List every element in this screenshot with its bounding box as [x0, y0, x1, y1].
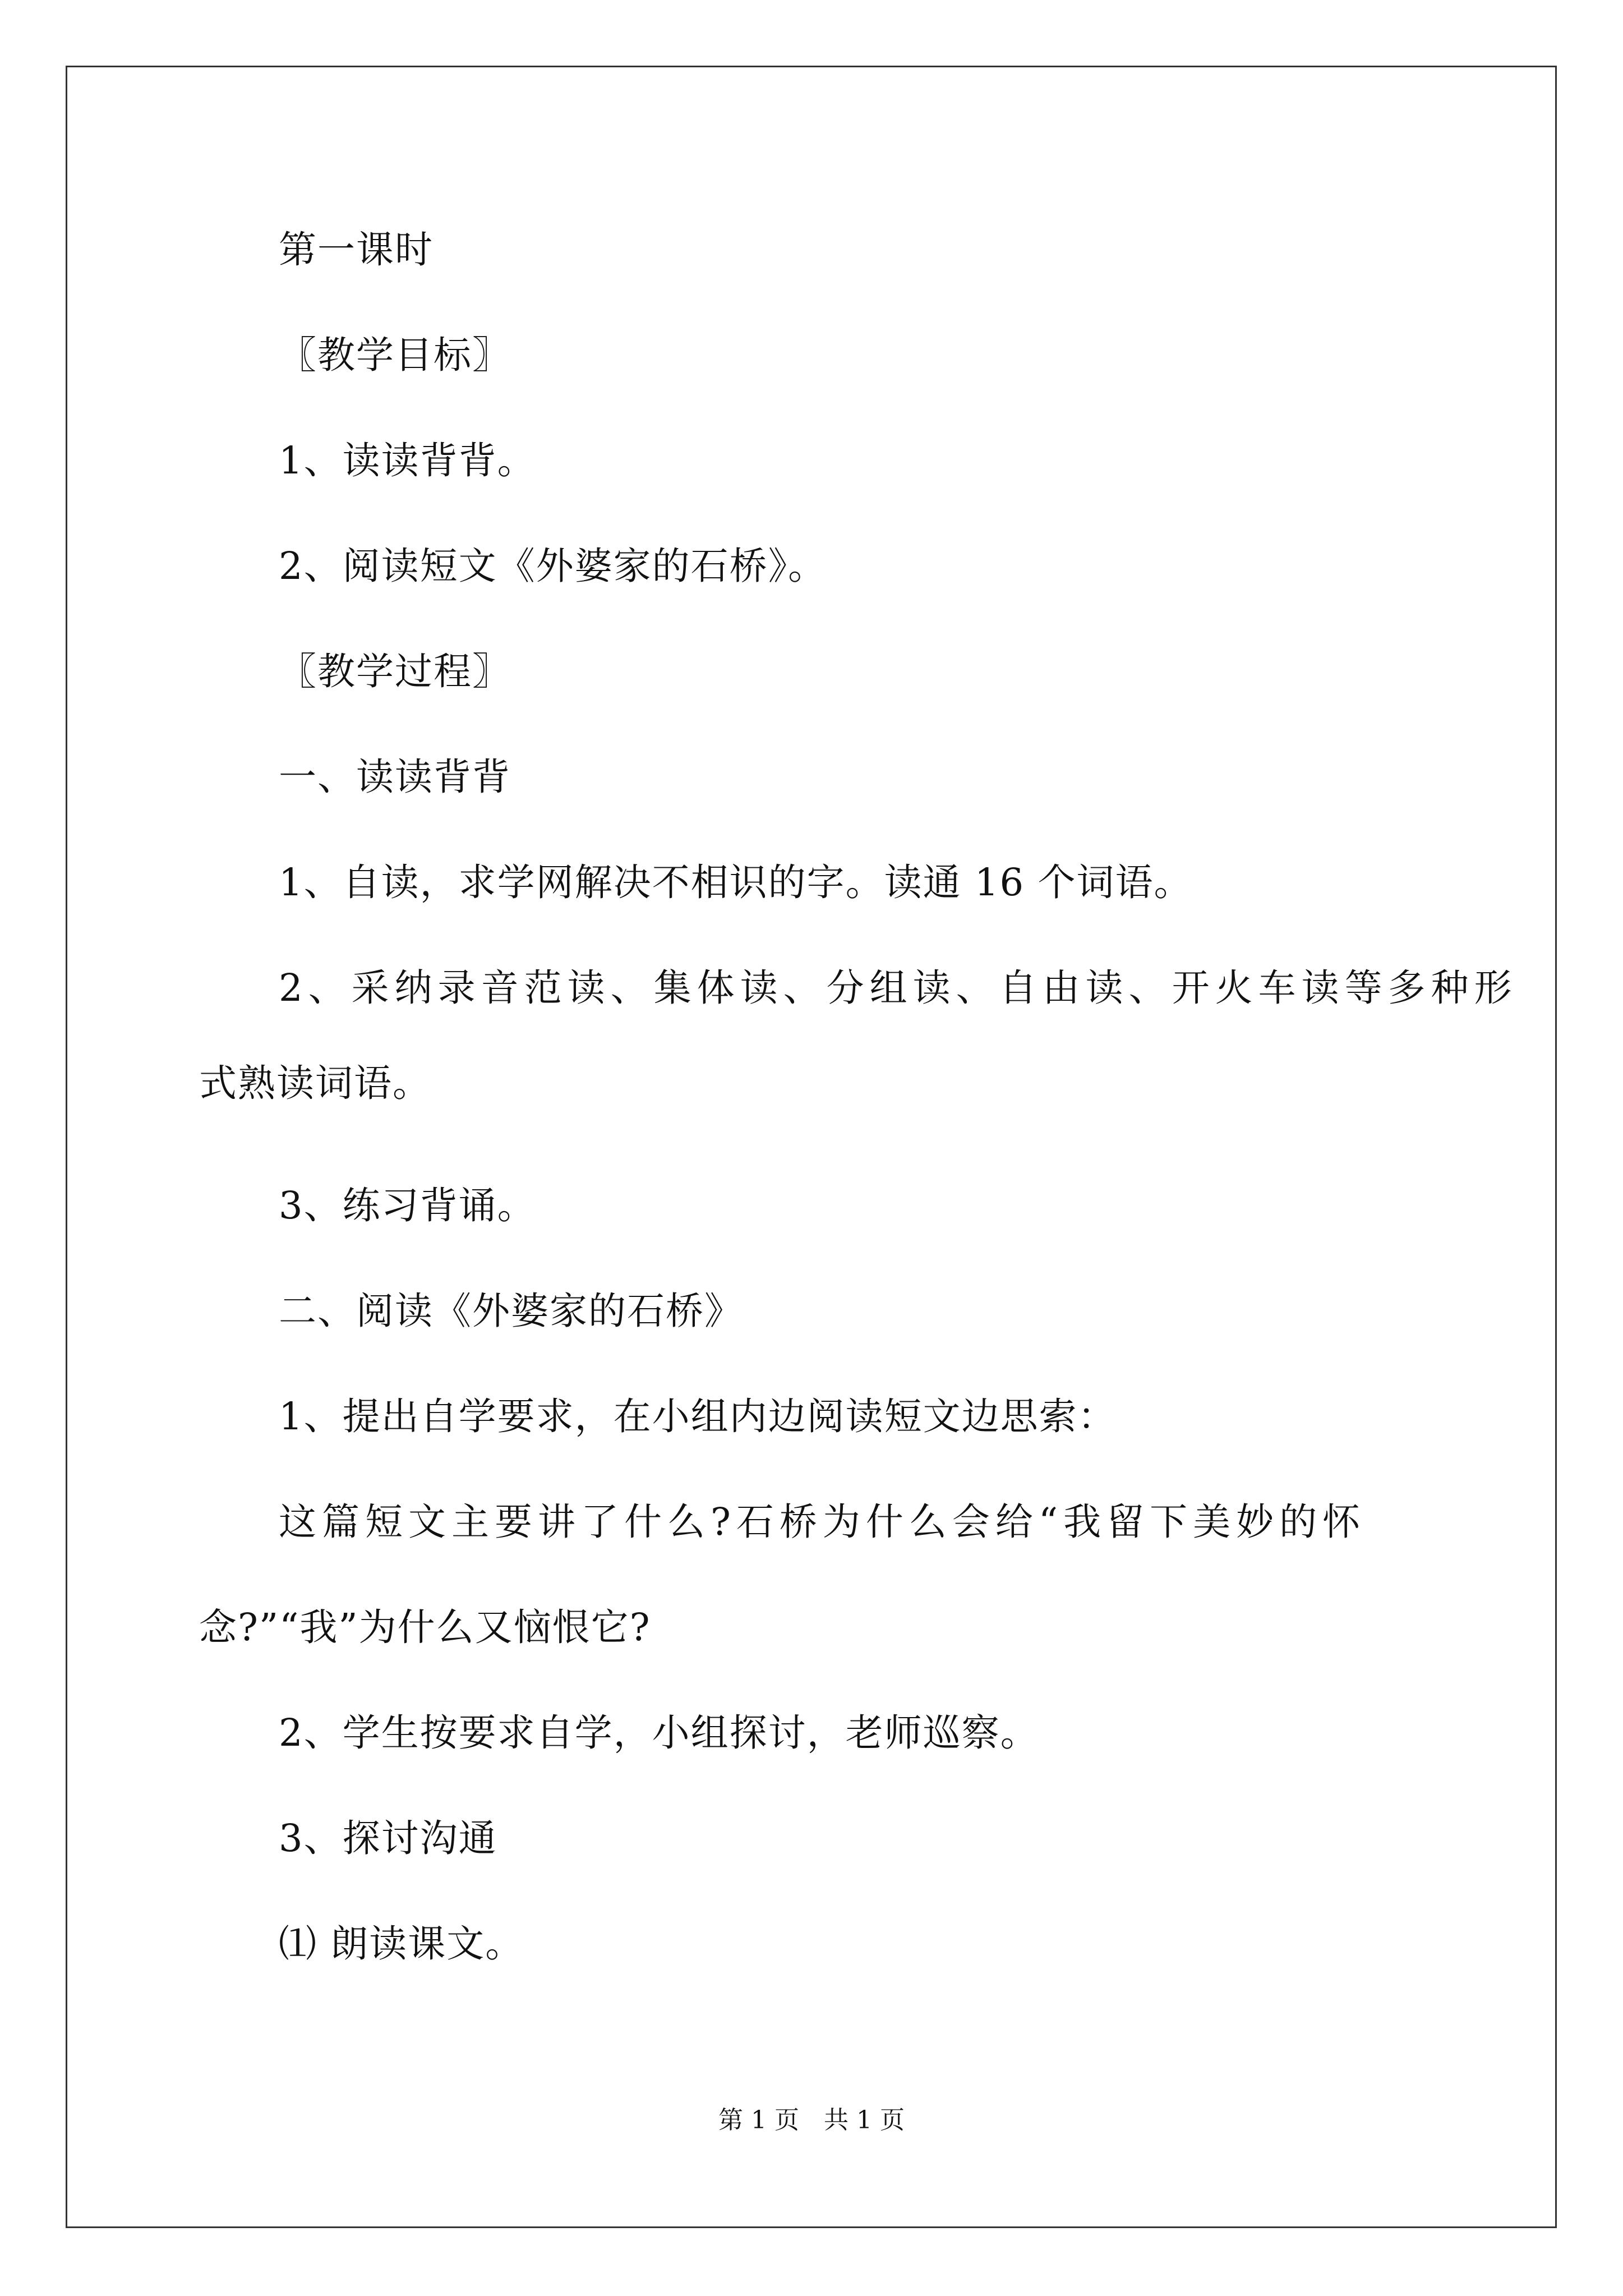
process-step-2-line-1: 2、采纳录音范读、集体读、分组读、自由读、开火车读等多种形 [279, 966, 1518, 1010]
lesson-heading: 第一课时 [279, 228, 434, 272]
section-teaching-process: 〖教学过程〗 [279, 650, 511, 693]
process-step-3: 3、练习背诵。 [279, 1184, 536, 1227]
goal-item-2: 2、阅读短文《外婆家的石桥》。 [279, 544, 827, 588]
reading-questions-line-1: 这篇短文主要讲了什么?石桥为什么会给“我留下美妙的怀 [279, 1500, 1366, 1544]
reading-step-3: 3、探讨沟通 [279, 1816, 497, 1860]
process-part-1-heading: 一、读读背背 [279, 755, 511, 799]
goal-item-1: 1、读读背背。 [279, 439, 536, 482]
page-border [66, 66, 1557, 2228]
process-step-1: 1、自读，求学网解决不相识的字。读通 16 个词语。 [279, 861, 1193, 904]
section-teaching-goals: 〖教学目标〗 [279, 333, 511, 377]
process-part-2-heading: 二、阅读《外婆家的石桥》 [279, 1289, 743, 1333]
reading-step-1: 1、提出自学要求，在小组内边阅读短文边思索： [279, 1395, 1117, 1438]
reading-questions-line-2: 念?”“我”为什么又恼恨它? [199, 1605, 651, 1649]
reading-step-2: 2、学生按要求自学，小组探讨，老师巡察。 [279, 1711, 1039, 1755]
process-step-2-line-2: 式熟读词语。 [199, 1061, 431, 1105]
reading-substep-1: ⑴ 朗读课文。 [279, 1922, 524, 1966]
page-footer: 第 1 页 共 1 页 [718, 2106, 905, 2134]
